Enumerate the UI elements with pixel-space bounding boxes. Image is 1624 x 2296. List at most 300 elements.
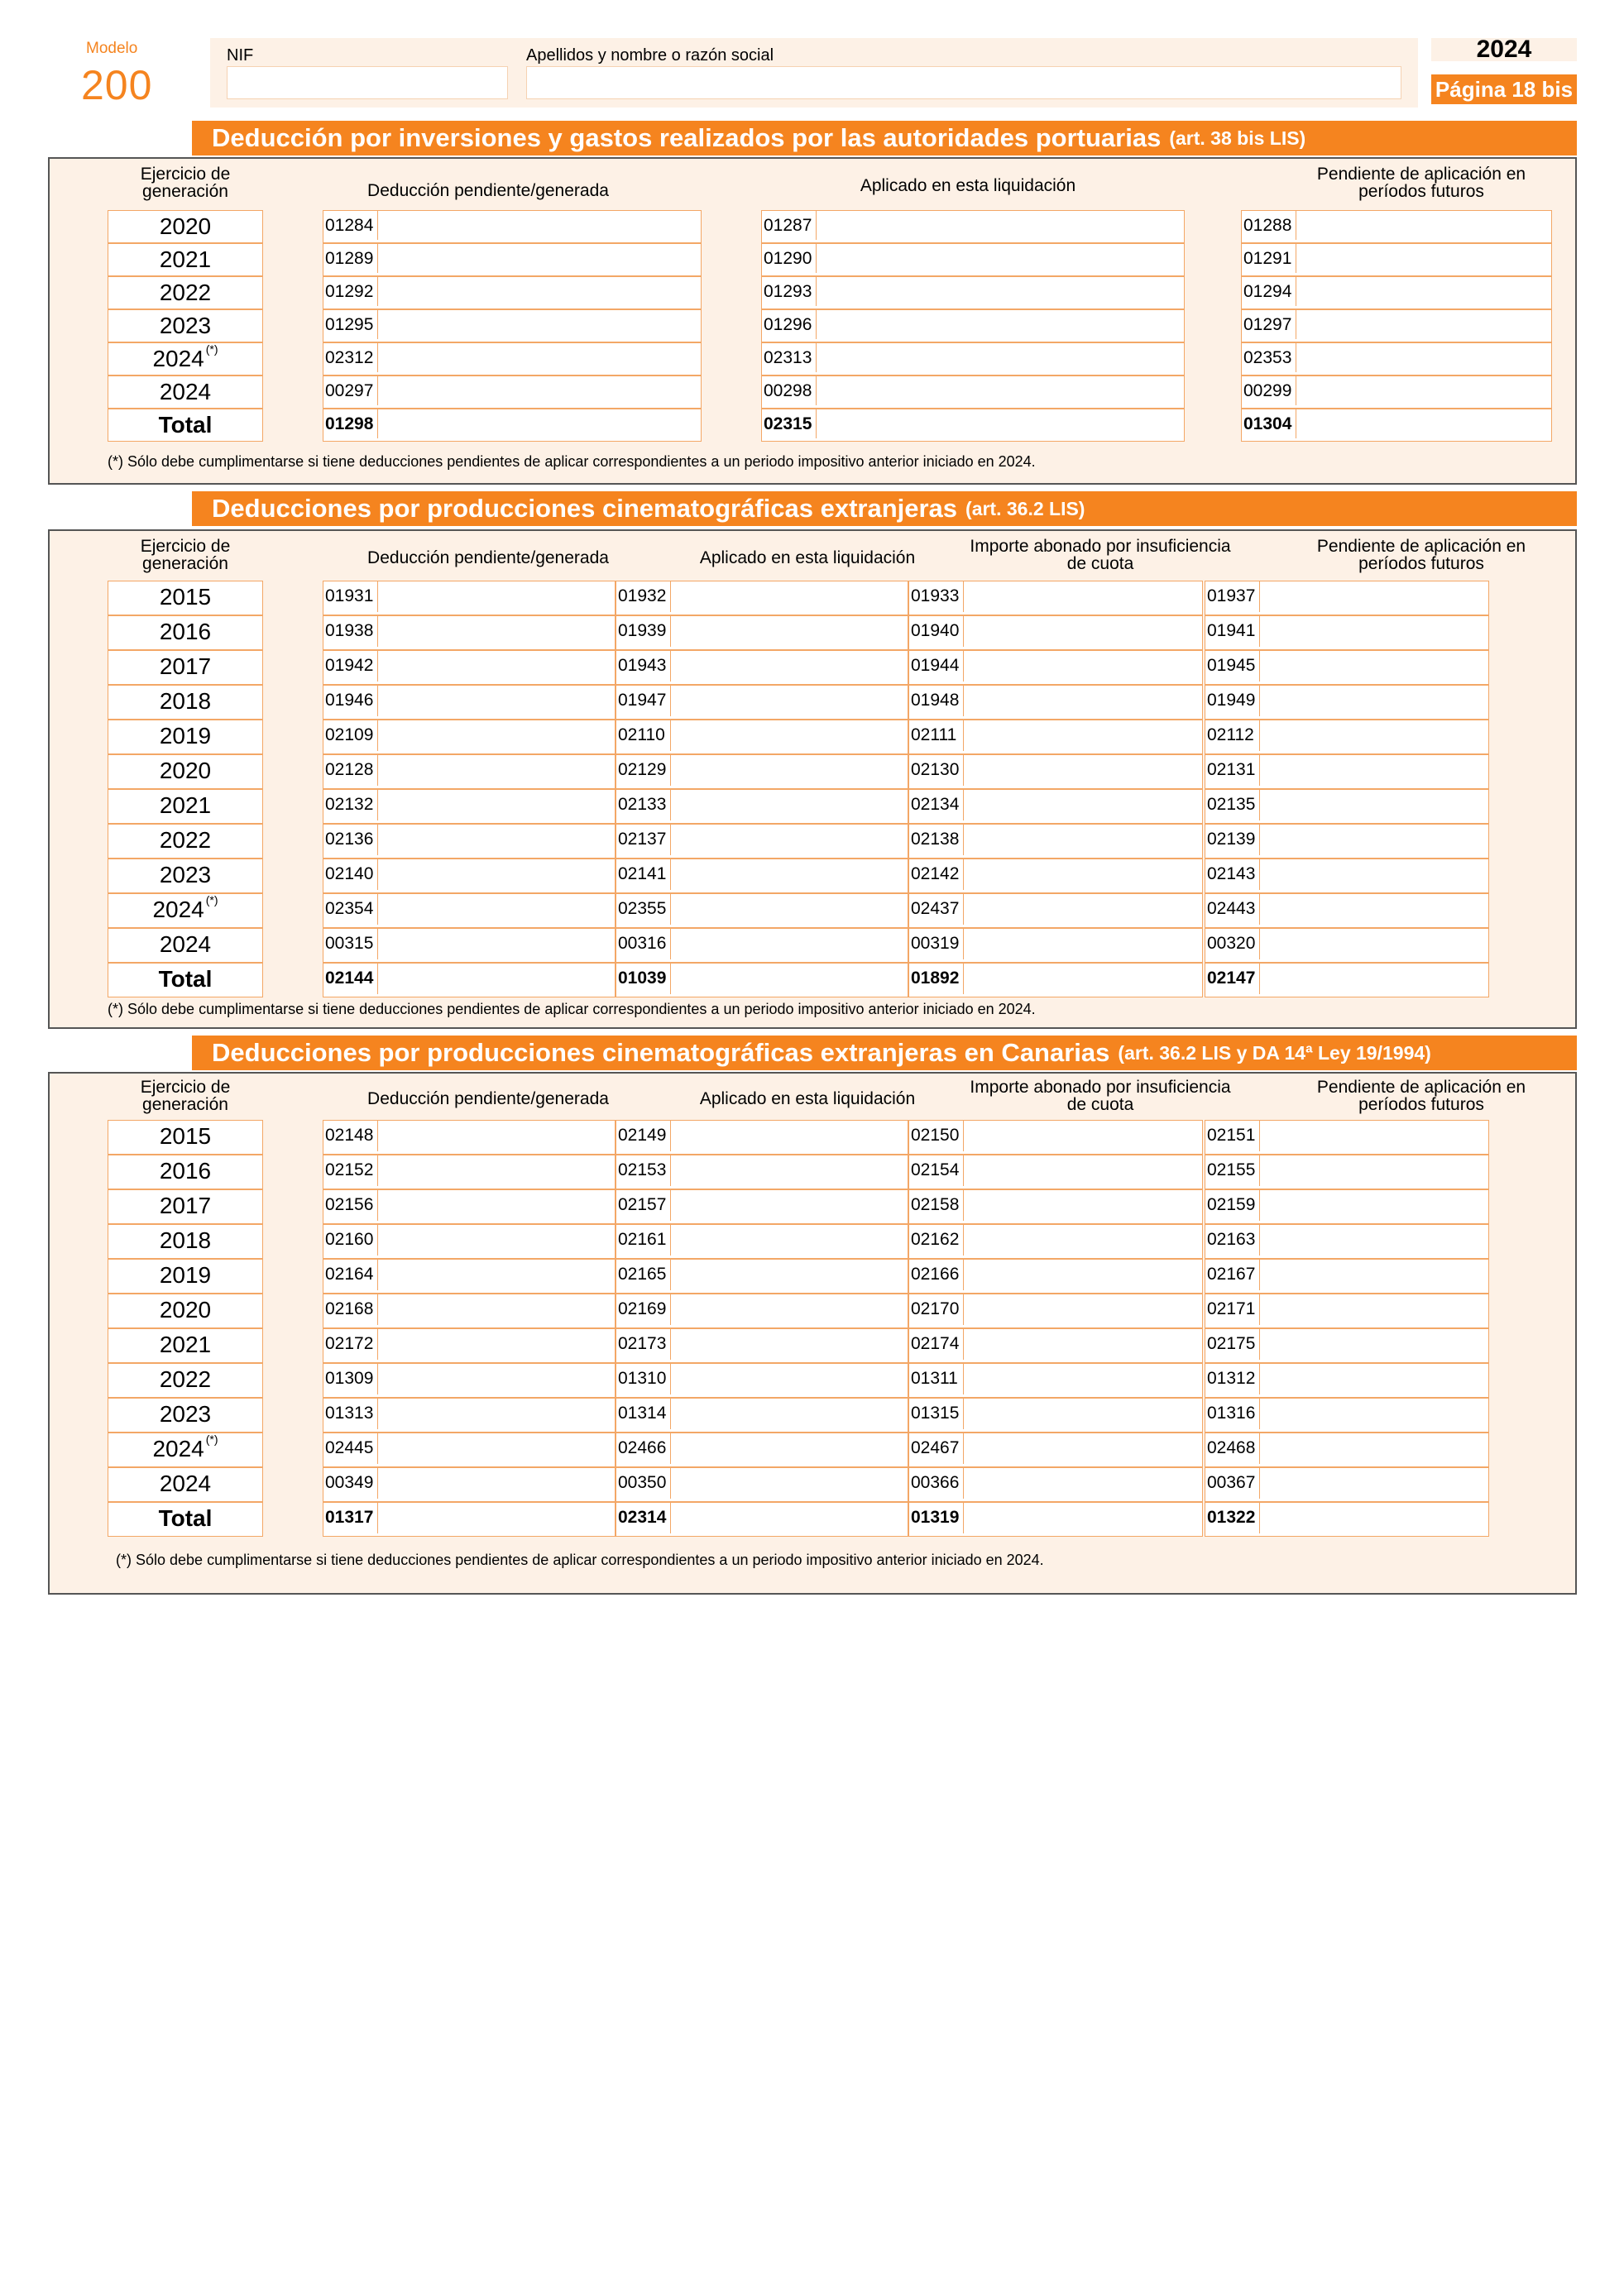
- amount-input[interactable]: [1205, 1502, 1489, 1537]
- box-code-label: 01932: [618, 581, 671, 612]
- amount-input[interactable]: [323, 1398, 616, 1433]
- amount-input[interactable]: [908, 1294, 1203, 1328]
- box-code-label: 01940: [911, 616, 964, 647]
- amount-input[interactable]: [616, 1224, 908, 1259]
- box-code-label: 02160: [325, 1225, 378, 1256]
- footnote-mark: (*): [205, 342, 218, 356]
- year-text: 2017: [159, 1193, 212, 1218]
- year-text: 2020: [159, 213, 212, 239]
- col-header-deduccion: Deducción pendiente/generada: [367, 181, 609, 200]
- year-cell: [108, 1328, 263, 1363]
- box-code-label: 02155: [1207, 1155, 1260, 1186]
- box-code-label: 01938: [325, 616, 378, 647]
- amount-input[interactable]: [1205, 685, 1489, 720]
- amount-input[interactable]: [1205, 1120, 1489, 1155]
- amount-input[interactable]: [761, 309, 1185, 342]
- amount-input[interactable]: [1205, 1398, 1489, 1433]
- box-code-label: 01311: [911, 1364, 964, 1394]
- section-title-canarias: [192, 1036, 1577, 1070]
- nif-input[interactable]: [227, 66, 508, 99]
- amount-input[interactable]: [323, 1224, 616, 1259]
- box-code-label: 02142: [911, 859, 964, 890]
- amount-input[interactable]: [908, 1433, 1203, 1467]
- box-code-label: 01946: [325, 686, 378, 716]
- footnote: (*) Sólo debe cumplimentarse si tiene deducciones pendientes de aplicar correspondientes a un periodo impositivo anterior iniciado en 2024.: [116, 1552, 1044, 1568]
- amount-input[interactable]: [616, 1259, 908, 1294]
- amount-input[interactable]: [616, 1433, 908, 1467]
- amount-input[interactable]: [323, 210, 702, 243]
- box-code-label: 02170: [911, 1294, 964, 1325]
- box-code-label: 02353: [1243, 343, 1296, 372]
- section-title-ref: (art. 38 bis LIS): [1169, 127, 1306, 149]
- box-code-label: 02173: [618, 1329, 671, 1360]
- box-code-label: 01892: [911, 964, 964, 994]
- amount-input[interactable]: [761, 243, 1185, 276]
- modelo-label: Modelo: [86, 40, 138, 57]
- col-header-aplicado: Aplicado en esta liquidación: [699, 548, 916, 567]
- amount-input[interactable]: [323, 342, 702, 375]
- box-code-label: 02174: [911, 1329, 964, 1360]
- col-header-ejercicio: Ejercicio de generación: [140, 537, 231, 573]
- amount-input[interactable]: [616, 615, 908, 650]
- col-header-pendiente: Pendiente de aplicación en períodos futuros: [1316, 537, 1526, 573]
- amount-input[interactable]: [323, 685, 616, 720]
- col-header-pendiente: Pendiente de aplicación en períodos futuros: [1316, 1078, 1526, 1114]
- amount-input[interactable]: [1205, 1433, 1489, 1467]
- amount-input[interactable]: [616, 789, 908, 824]
- year-cell: [108, 789, 263, 824]
- amount-input[interactable]: [323, 276, 702, 309]
- year-cell: [108, 615, 263, 650]
- section-title-ref: (art. 36.2 LIS y DA 14ª Ley 19/1994): [1118, 1041, 1431, 1064]
- total-label: [108, 409, 263, 442]
- amount-input[interactable]: [1205, 789, 1489, 824]
- box-code-label: 02148: [325, 1121, 378, 1151]
- amount-input[interactable]: [323, 1328, 616, 1363]
- box-code-label: 02128: [325, 755, 378, 786]
- amount-input[interactable]: [616, 720, 908, 754]
- amount-input[interactable]: [1205, 1363, 1489, 1398]
- amount-input[interactable]: [1205, 1259, 1489, 1294]
- amount-input[interactable]: [1205, 1224, 1489, 1259]
- col-header-ejercicio: Ejercicio de generación: [140, 165, 231, 201]
- amount-input[interactable]: [616, 963, 908, 997]
- amount-input[interactable]: [1241, 276, 1552, 309]
- col-header-deduccion: Deducción pendiente/generada: [367, 1089, 609, 1108]
- box-code-label: 01943: [618, 651, 671, 682]
- box-code-label: 02167: [1207, 1260, 1260, 1290]
- box-code-label: 02445: [325, 1433, 378, 1464]
- amount-input[interactable]: [616, 1294, 908, 1328]
- amount-input[interactable]: [323, 1155, 616, 1189]
- amount-input[interactable]: [1205, 615, 1489, 650]
- amount-input[interactable]: [1205, 1294, 1489, 1328]
- year-cell: [108, 1189, 263, 1224]
- year-cell: [108, 1294, 263, 1328]
- box-code-label: 02169: [618, 1294, 671, 1325]
- box-code-label: 02135: [1207, 790, 1260, 820]
- box-code-label: 01949: [1207, 686, 1260, 716]
- box-code-label: 01291: [1243, 244, 1296, 273]
- amount-input[interactable]: [908, 1120, 1203, 1155]
- amount-input[interactable]: [1205, 1189, 1489, 1224]
- amount-input[interactable]: [616, 1502, 908, 1537]
- year-text: 2018: [159, 1227, 212, 1253]
- box-code-label: 02165: [618, 1260, 671, 1290]
- box-code-label: 01310: [618, 1364, 671, 1394]
- year-text: 2018: [159, 688, 212, 714]
- year-text: Total: [158, 412, 213, 438]
- year-cell: [108, 375, 263, 409]
- amount-input[interactable]: [1205, 650, 1489, 685]
- year-text: Total: [158, 1505, 213, 1531]
- amount-input[interactable]: [616, 650, 908, 685]
- amount-input[interactable]: [323, 375, 702, 409]
- box-code-label: 00297: [325, 376, 378, 405]
- amount-input[interactable]: [323, 1120, 616, 1155]
- total-label: [108, 963, 263, 997]
- amount-input[interactable]: [908, 1189, 1203, 1224]
- box-code-label: 01947: [618, 686, 671, 716]
- amount-input[interactable]: [323, 928, 616, 963]
- box-code-label: 02312: [325, 343, 378, 372]
- section-title-portuarias: [192, 121, 1577, 155]
- amount-input[interactable]: [323, 309, 702, 342]
- amount-input[interactable]: [1205, 1467, 1489, 1502]
- modelo-number: 200: [81, 62, 153, 108]
- box-code-label: 01315: [911, 1399, 964, 1429]
- amount-input[interactable]: [616, 893, 908, 928]
- amount-input[interactable]: [1205, 928, 1489, 963]
- amount-input[interactable]: [616, 928, 908, 963]
- amount-input[interactable]: [323, 963, 616, 997]
- box-code-label: 01939: [618, 616, 671, 647]
- section-title-cinematograficas: [192, 491, 1577, 526]
- box-code-label: 02151: [1207, 1121, 1260, 1151]
- amount-input[interactable]: [323, 1467, 616, 1502]
- amount-input[interactable]: [323, 824, 616, 859]
- amount-input[interactable]: [616, 754, 908, 789]
- amount-input[interactable]: [761, 210, 1185, 243]
- footnote-mark: (*): [205, 1433, 218, 1446]
- box-code-label: 02437: [911, 894, 964, 925]
- amount-input[interactable]: [1241, 409, 1552, 442]
- col-header-importe: Importe abonado por insuficiencia de cuota: [970, 537, 1231, 573]
- amount-input[interactable]: [616, 859, 908, 893]
- box-code-label: 01933: [911, 581, 964, 612]
- amount-input[interactable]: [908, 1398, 1203, 1433]
- box-code-label: 02138: [911, 825, 964, 855]
- year-text: 2022: [159, 827, 212, 853]
- total-label: [108, 1502, 263, 1537]
- year-cell: [108, 1155, 263, 1189]
- amount-input[interactable]: [908, 1155, 1203, 1189]
- amount-input[interactable]: [908, 963, 1203, 997]
- box-code-label: 01314: [618, 1399, 671, 1429]
- year-text: 2021: [159, 246, 212, 272]
- box-code-label: 02354: [325, 894, 378, 925]
- box-code-label: 01288: [1243, 211, 1296, 240]
- box-code-label: 02175: [1207, 1329, 1260, 1360]
- footnote-mark: (*): [205, 893, 218, 906]
- amount-input[interactable]: [616, 824, 908, 859]
- year-cell: [108, 720, 263, 754]
- col-header-aplicado: Aplicado en esta liquidación: [699, 1089, 916, 1108]
- box-code-label: 02143: [1207, 859, 1260, 890]
- year-cell: [108, 342, 263, 375]
- amount-input[interactable]: [908, 581, 1203, 615]
- box-code-label: 02141: [618, 859, 671, 890]
- box-code-label: 02467: [911, 1433, 964, 1464]
- box-code-label: 02131: [1207, 755, 1260, 786]
- name-label: Apellidos y nombre o razón social: [526, 46, 774, 65]
- box-code-label: 02443: [1207, 894, 1260, 925]
- box-code-label: 01295: [325, 310, 378, 339]
- box-code-label: 02147: [1207, 964, 1260, 994]
- amount-input[interactable]: [1241, 210, 1552, 243]
- amount-input[interactable]: [616, 1363, 908, 1398]
- footnote: (*) Sólo debe cumplimentarse si tiene deducciones pendientes de aplicar correspondientes a un periodo impositivo anterior iniciado en 2024.: [108, 453, 1036, 470]
- year-text: 2021: [159, 1332, 212, 1357]
- section-box-portuarias: [48, 157, 1577, 485]
- box-code-label: 02314: [618, 1503, 671, 1533]
- amount-input[interactable]: [1205, 720, 1489, 754]
- box-code-label: 02140: [325, 859, 378, 890]
- amount-input[interactable]: [323, 615, 616, 650]
- box-code-label: 02157: [618, 1190, 671, 1221]
- box-code-label: 02109: [325, 720, 378, 751]
- amount-input[interactable]: [908, 789, 1203, 824]
- amount-input[interactable]: [616, 581, 908, 615]
- box-code-label: 02162: [911, 1225, 964, 1256]
- box-code-label: 01304: [1243, 409, 1296, 438]
- box-code-label: 02171: [1207, 1294, 1260, 1325]
- amount-input[interactable]: [908, 615, 1203, 650]
- amount-input[interactable]: [323, 1189, 616, 1224]
- year-cell: [108, 685, 263, 720]
- year-text: 2016: [159, 1158, 212, 1184]
- amount-input[interactable]: [1205, 893, 1489, 928]
- box-code-label: 00299: [1243, 376, 1296, 405]
- year-cell: [108, 1363, 263, 1398]
- amount-input[interactable]: [616, 685, 908, 720]
- year-text: 2023: [159, 1401, 212, 1427]
- box-code-label: 02153: [618, 1155, 671, 1186]
- amount-input[interactable]: [908, 754, 1203, 789]
- amount-input[interactable]: [323, 1502, 616, 1537]
- box-code-label: 02149: [618, 1121, 671, 1151]
- amount-input[interactable]: [616, 1328, 908, 1363]
- box-code-label: 02137: [618, 825, 671, 855]
- year-text: 2023: [159, 862, 212, 887]
- section-title-ref: (art. 36.2 LIS): [965, 497, 1085, 519]
- box-code-label: 02468: [1207, 1433, 1260, 1464]
- amount-input[interactable]: [761, 342, 1185, 375]
- amount-input[interactable]: [908, 1259, 1203, 1294]
- box-code-label: 00367: [1207, 1468, 1260, 1499]
- year-text: 2021: [159, 792, 212, 818]
- amount-input[interactable]: [323, 1294, 616, 1328]
- box-code-label: 02112: [1207, 720, 1260, 751]
- amount-input[interactable]: [323, 720, 616, 754]
- amount-input[interactable]: [323, 1259, 616, 1294]
- col-header-aplicado: Aplicado en esta liquidación: [860, 176, 1076, 195]
- section-box-canarias: [48, 1072, 1577, 1595]
- amount-input[interactable]: [908, 859, 1203, 893]
- amount-input[interactable]: [323, 1433, 616, 1467]
- amount-input[interactable]: [1205, 824, 1489, 859]
- box-code-label: 01287: [764, 211, 817, 240]
- year-cell: [108, 1398, 263, 1433]
- box-code-label: 02150: [911, 1121, 964, 1151]
- box-code-label: 02158: [911, 1190, 964, 1221]
- box-code-label: 01316: [1207, 1399, 1260, 1429]
- amount-input[interactable]: [616, 1189, 908, 1224]
- box-code-label: 01944: [911, 651, 964, 682]
- amount-input[interactable]: [761, 375, 1185, 409]
- year-cell: [108, 650, 263, 685]
- amount-input[interactable]: [323, 789, 616, 824]
- box-code-label: 00349: [325, 1468, 378, 1499]
- amount-input[interactable]: [1205, 1155, 1489, 1189]
- box-code-label: 02136: [325, 825, 378, 855]
- box-code-label: 01948: [911, 686, 964, 716]
- box-code-label: 02466: [618, 1433, 671, 1464]
- box-code-label: 02129: [618, 755, 671, 786]
- amount-input[interactable]: [761, 409, 1185, 442]
- amount-input[interactable]: [908, 893, 1203, 928]
- section-title-text: Deducciones por producciones cinematográficas extranjeras: [212, 494, 958, 523]
- year-text: 2024: [152, 346, 204, 371]
- amount-input[interactable]: [323, 243, 702, 276]
- section-title-text: Deducciones por producciones cinematográficas extranjeras en Canarias: [212, 1038, 1110, 1067]
- box-code-label: 02144: [325, 964, 378, 994]
- amount-input[interactable]: [1205, 859, 1489, 893]
- box-code-label: 01937: [1207, 581, 1260, 612]
- amount-input[interactable]: [323, 859, 616, 893]
- year-cell: [108, 1259, 263, 1294]
- box-code-label: 02133: [618, 790, 671, 820]
- box-code-label: 01313: [325, 1399, 378, 1429]
- amount-input[interactable]: [908, 1224, 1203, 1259]
- box-code-label: 02152: [325, 1155, 378, 1186]
- box-code-label: 02134: [911, 790, 964, 820]
- box-code-label: 02315: [764, 409, 817, 438]
- box-code-label: 01942: [325, 651, 378, 682]
- year-text: 2015: [159, 584, 212, 610]
- amount-input[interactable]: [908, 1502, 1203, 1537]
- box-code-label: 01296: [764, 310, 817, 339]
- year-cell: [108, 581, 263, 615]
- year-cell: [108, 824, 263, 859]
- box-code-label: 00315: [325, 929, 378, 959]
- amount-input[interactable]: [323, 754, 616, 789]
- amount-input[interactable]: [908, 824, 1203, 859]
- year-cell: [108, 859, 263, 893]
- year-text: 2023: [159, 313, 212, 338]
- amount-input[interactable]: [323, 409, 702, 442]
- year-cell: [108, 754, 263, 789]
- year-cell: [108, 1433, 263, 1467]
- amount-input[interactable]: [908, 928, 1203, 963]
- amount-input[interactable]: [323, 650, 616, 685]
- year-text: 2019: [159, 723, 212, 749]
- year-text: 2024: [159, 1471, 212, 1496]
- box-code-label: 02161: [618, 1225, 671, 1256]
- amount-input[interactable]: [908, 1467, 1203, 1502]
- box-code-label: 00316: [618, 929, 671, 959]
- year-cell: [108, 1120, 263, 1155]
- amount-input[interactable]: [1241, 375, 1552, 409]
- amount-input[interactable]: [908, 1328, 1203, 1363]
- footnote: (*) Sólo debe cumplimentarse si tiene deducciones pendientes de aplicar correspondientes a un periodo impositivo anterior iniciado en 2024.: [108, 1001, 1036, 1017]
- year-cell: [108, 928, 263, 963]
- year-text: 2020: [159, 758, 212, 783]
- amount-input[interactable]: [1205, 581, 1489, 615]
- amount-input[interactable]: [908, 650, 1203, 685]
- amount-input[interactable]: [761, 276, 1185, 309]
- year-text: 2020: [159, 1297, 212, 1323]
- amount-input[interactable]: [908, 720, 1203, 754]
- amount-input[interactable]: [1241, 309, 1552, 342]
- box-code-label: 02163: [1207, 1225, 1260, 1256]
- amount-input[interactable]: [616, 1120, 908, 1155]
- box-code-label: 00298: [764, 376, 817, 405]
- box-code-label: 02132: [325, 790, 378, 820]
- amount-input[interactable]: [908, 685, 1203, 720]
- amount-input[interactable]: [908, 1363, 1203, 1398]
- year-cell: [108, 1224, 263, 1259]
- amount-input[interactable]: [323, 893, 616, 928]
- page-number: Página 18 bis: [1431, 74, 1577, 104]
- amount-input[interactable]: [1205, 754, 1489, 789]
- amount-input[interactable]: [616, 1398, 908, 1433]
- box-code-label: 01293: [764, 277, 817, 306]
- year-text: 2024: [159, 931, 212, 957]
- amount-input[interactable]: [616, 1467, 908, 1502]
- amount-input[interactable]: [1205, 1328, 1489, 1363]
- year-text: 2016: [159, 619, 212, 644]
- amount-input[interactable]: [616, 1155, 908, 1189]
- box-code-label: 01289: [325, 244, 378, 273]
- amount-input[interactable]: [323, 581, 616, 615]
- box-code-label: 01309: [325, 1364, 378, 1394]
- box-code-label: 02164: [325, 1260, 378, 1290]
- amount-input[interactable]: [1205, 963, 1489, 997]
- box-code-label: 00366: [911, 1468, 964, 1499]
- name-input[interactable]: [526, 66, 1401, 99]
- box-code-label: 01294: [1243, 277, 1296, 306]
- box-code-label: 02139: [1207, 825, 1260, 855]
- box-code-label: 02154: [911, 1155, 964, 1186]
- amount-input[interactable]: [1241, 342, 1552, 375]
- col-header-deduccion: Deducción pendiente/generada: [367, 548, 609, 567]
- box-code-label: 01284: [325, 211, 378, 240]
- year-cell: [108, 243, 263, 276]
- year-text: 2019: [159, 1262, 212, 1288]
- year-cell: [108, 210, 263, 243]
- year-cell: [108, 276, 263, 309]
- section-title-text: Deducción por inversiones y gastos realizados por las autoridades portuarias: [212, 123, 1162, 152]
- amount-input[interactable]: [1241, 243, 1552, 276]
- box-code-label: 01319: [911, 1503, 964, 1533]
- year-text: Total: [158, 966, 213, 992]
- nif-label: NIF: [227, 46, 254, 65]
- col-header-ejercicio: Ejercicio de generación: [140, 1078, 231, 1114]
- fiscal-year: 2024: [1431, 38, 1577, 61]
- amount-input[interactable]: [323, 1363, 616, 1398]
- box-code-label: 01945: [1207, 651, 1260, 682]
